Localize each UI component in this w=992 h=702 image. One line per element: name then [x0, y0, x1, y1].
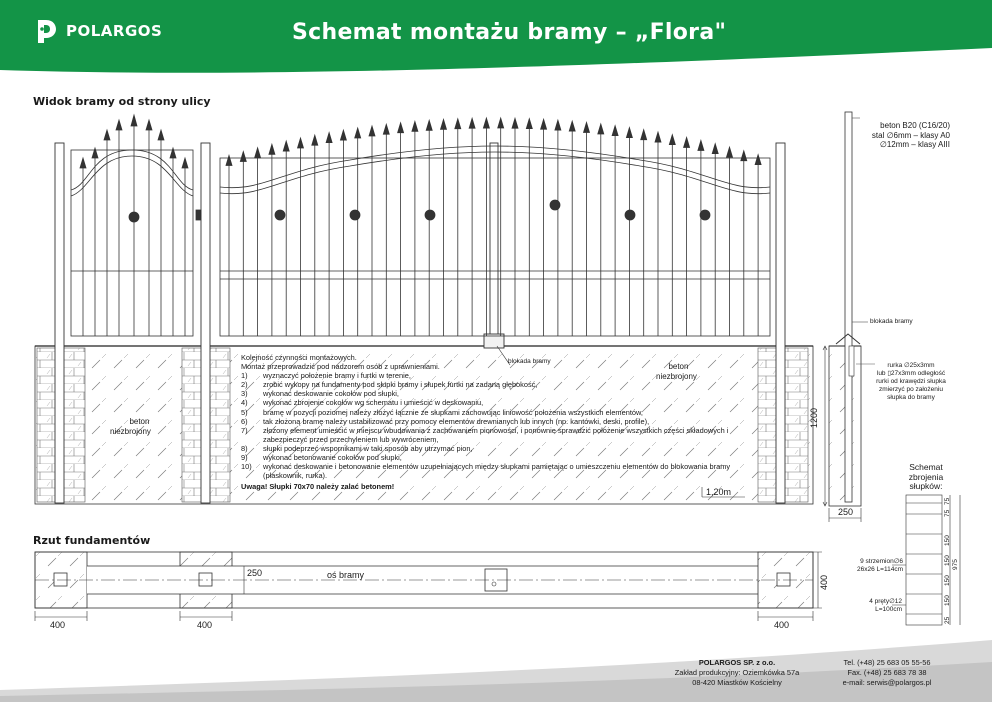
rebar-bars-note: [850, 598, 902, 614]
post-right: [776, 143, 785, 503]
spear-tip: [298, 138, 304, 148]
instructions-steps: [241, 371, 751, 480]
instruction-step: [241, 371, 751, 380]
instruction-step: [241, 380, 751, 389]
footer-address: 08-420 Miastków Kościelny: [692, 678, 782, 687]
tube-note-line3: rurki od krawędzi słupka: [876, 378, 946, 385]
beton-right-line2: niezbrojony: [656, 371, 697, 381]
spear-tip: [283, 141, 289, 151]
bar-ornament: [275, 210, 285, 220]
tube-note: [868, 362, 954, 402]
instruction-step-text: słupki podeprzeć wspornikami w taki sposób aby utrzymać pion,: [263, 443, 473, 453]
spear-tip: [383, 124, 389, 134]
instructions-intro2: Montaż przeprowadzić pod nadzorem osób z uprawnieniami.: [241, 362, 440, 372]
spear-tip: [641, 130, 647, 140]
rebar-title-line1: Schemat: [909, 462, 943, 472]
rebar-dim-150c: 150: [944, 575, 951, 586]
rebar-title-line3: słupków:: [909, 481, 943, 491]
spear-tip: [483, 118, 489, 128]
materials-line3: ∅12mm – klasy AIII: [879, 140, 950, 149]
rebar-dim-975: 975: [952, 559, 959, 570]
bar-ornament: [550, 200, 560, 210]
dim-1200: 1200: [809, 407, 819, 428]
beton-left-label: [110, 417, 151, 436]
section-foundation-plan: Rzut fundamentów: [33, 534, 151, 547]
footer-email[interactable]: e-mail: serwis@polargos.pl: [842, 678, 932, 687]
tube-note-line1: rurka ∅25x3mm: [887, 362, 935, 369]
instruction-step-text: bramę w pozycji poziomej należy złożyć łącznie ze słupkami zachowując liniowość położenia wszystkich elementów,: [263, 407, 643, 417]
instruction-step-text: wykonać deskowanie i betonowanie elementów uzupełniających między słupkami pamiętając o umieszczeniu elementów do blokowania bramy (płaskownik, rurka).: [263, 462, 731, 481]
plan-dim-400-right: 400: [819, 574, 829, 590]
beton-left-line2: niezbrojony: [110, 426, 151, 436]
spear-tip: [669, 135, 675, 145]
bar-ornament: [350, 210, 360, 220]
instruction-step-text: tak złożoną bramę należy ustabilizować przy pomocy elementów drewnianych lub innych (np. kantówki, deski, profile),: [263, 416, 650, 426]
spear-tip: [555, 120, 561, 130]
post-wicket-right: [201, 143, 210, 503]
footer-contact: [822, 658, 952, 688]
instruction-step-text: wykonać betonowanie cokołów pod słupki,: [263, 453, 402, 463]
spear-tip: [526, 119, 532, 129]
assembly-instructions: [241, 353, 751, 491]
spear-tip: [226, 155, 232, 165]
instruction-step: [241, 444, 751, 453]
plan-dim-400-c: 400: [774, 620, 790, 630]
instruction-step-number: 4): [241, 398, 248, 408]
materials-line2: stal ∅6mm – klasy A0: [871, 130, 950, 140]
page-title: Schemat montażu bramy – „Flora": [292, 20, 727, 45]
spear-tip: [255, 148, 261, 158]
rebar-stirrups-note: [843, 558, 903, 574]
instruction-step-number: 6): [241, 416, 248, 426]
spear-tip: [727, 147, 733, 157]
instruction-step-text: zrobić wykopy na fundamenty pod słupki bramy i słupek furtki na zadaną głębokość,: [263, 380, 538, 390]
dim-250-side: 250: [838, 507, 854, 517]
instruction-step-text: złożony element umieścić w miejscu wbudowania z zachowaniem pionowości, i ponownie sprawdzić położenie wszystkich części składowych i zabezpieczyć przed przechyleniem lub wywróceniem,: [263, 425, 729, 444]
spear-tip: [369, 126, 375, 136]
spear-tip: [655, 132, 661, 142]
materials-note: [858, 121, 950, 150]
instruction-step-number: 8): [241, 443, 248, 453]
rebar-title: [898, 463, 954, 492]
spear-tip: [741, 151, 747, 161]
spear-tip: [584, 122, 590, 132]
rebar-dim-75b: 75: [944, 509, 951, 517]
instruction-step-number: 3): [241, 389, 248, 399]
footer-plant: Zakład produkcyjny: Oziemkówka 57a: [674, 668, 800, 677]
instruction-step: [241, 389, 751, 398]
materials-line1: beton B20 (C16/20): [880, 121, 950, 130]
spear-tip: [469, 118, 475, 128]
post-left: [55, 143, 64, 503]
instruction-step: [241, 462, 751, 480]
spear-tip: [712, 144, 718, 154]
spear-tip: [340, 130, 346, 140]
rebar-bars-line2: L=100cm: [875, 606, 902, 613]
tube-note-line5: słupka do bramy: [887, 394, 935, 401]
instruction-step-text: wykonać zbrojenie cokołów wg schematu i umieścić w deskowaniu,: [263, 398, 484, 408]
instruction-step-number: 7): [241, 425, 248, 435]
instruction-step-number: 9): [241, 453, 248, 463]
plan-dim-400-b: 400: [197, 620, 213, 630]
instructions-warning: Uwaga! Słupki 70x70 należy zalać betonem!: [241, 482, 395, 492]
spear-tip: [684, 137, 690, 147]
plan-dim-250: 250: [247, 568, 263, 578]
spear-tip: [398, 123, 404, 133]
foundation-plan: [35, 552, 822, 621]
bar-ornament: [625, 210, 635, 220]
tube-note-line4: zmierzyć po założeniu: [879, 386, 943, 393]
beton-right-line1: beton: [668, 362, 689, 371]
instruction-step-text: wykonać deskowanie cokołów pod słupki,: [263, 389, 399, 399]
footer-company-name: POLARGOS SP. z o.o.: [698, 658, 776, 667]
instruction-step: [241, 417, 751, 426]
instruction-step-number: 2): [241, 380, 248, 390]
instructions-intro1: Kolejność czynności montażowych.: [241, 353, 357, 362]
plan-dim-400-a: 400: [50, 620, 66, 630]
spear-tip: [240, 152, 246, 162]
spear-tip: [569, 121, 575, 131]
instruction-step-number: 5): [241, 407, 248, 417]
rebar-title-line2: zbrojenia: [908, 471, 944, 482]
rebar-dim-150b: 150: [944, 555, 951, 566]
spear-tip: [426, 120, 432, 130]
spear-tip: [312, 135, 318, 145]
instruction-step-number: 10): [241, 462, 252, 472]
bar-ornament: [700, 210, 710, 220]
spear-tip: [498, 118, 504, 128]
rebar-dim-150a: 150: [944, 535, 951, 546]
spear-tip: [412, 121, 418, 131]
brand-name: POLARGOS: [66, 22, 163, 40]
spear-tip: [612, 126, 618, 136]
spear-tip: [698, 140, 704, 150]
spear-tip: [598, 124, 604, 134]
blokada-center-label: blokada bramy: [508, 358, 551, 365]
instruction-step: [241, 408, 751, 417]
spear-tip: [455, 119, 461, 129]
section-street-view: Widok bramy od strony ulicy: [33, 95, 211, 108]
instruction-step: [241, 398, 751, 407]
depth-label: 1,20m: [706, 487, 732, 497]
spear-tip: [355, 128, 361, 138]
instruction-step-number: 1): [241, 371, 248, 381]
spear-tip: [512, 118, 518, 128]
spear-tip: [755, 155, 761, 165]
spear-tip: [541, 119, 547, 129]
rebar-stirrups-line1: 9 strzemion∅6: [860, 558, 903, 565]
tube-note-line2: lub ▯27x3mm odległość: [876, 370, 946, 377]
spear-tip: [441, 119, 447, 129]
footer-fax: Fax. (+48) 25 683 78 38: [847, 668, 927, 677]
side-section: [823, 112, 875, 522]
wicket-gate: [71, 115, 201, 336]
instruction-step-text: wyznaczyć położenie bramy i furtki w terenie,: [263, 371, 411, 381]
rebar-bars-line1: 4 pręty∅12: [869, 598, 902, 605]
spear-tip: [626, 128, 632, 138]
plan-axis-label: oś bramy: [327, 570, 365, 580]
blokada-side-label: blokada bramy: [870, 318, 913, 325]
rebar-dim-25: 25: [944, 616, 951, 624]
rebar-dim-150d: 150: [944, 595, 951, 606]
instruction-step: [241, 426, 751, 444]
rebar-dim-75a: 75: [944, 497, 951, 505]
bar-ornament: [425, 210, 435, 220]
spear-tip: [269, 144, 275, 154]
rebar-stirrups-line2: 26x26 L=114cm: [857, 566, 903, 573]
footer-tel: Tel. (+48) 25 683 05 55-56: [843, 658, 931, 667]
footer-company: [662, 658, 812, 688]
spear-tip: [326, 133, 332, 143]
instruction-step: [241, 453, 751, 462]
center-lock-post: [490, 143, 498, 343]
beton-left-line1: beton: [129, 417, 150, 426]
